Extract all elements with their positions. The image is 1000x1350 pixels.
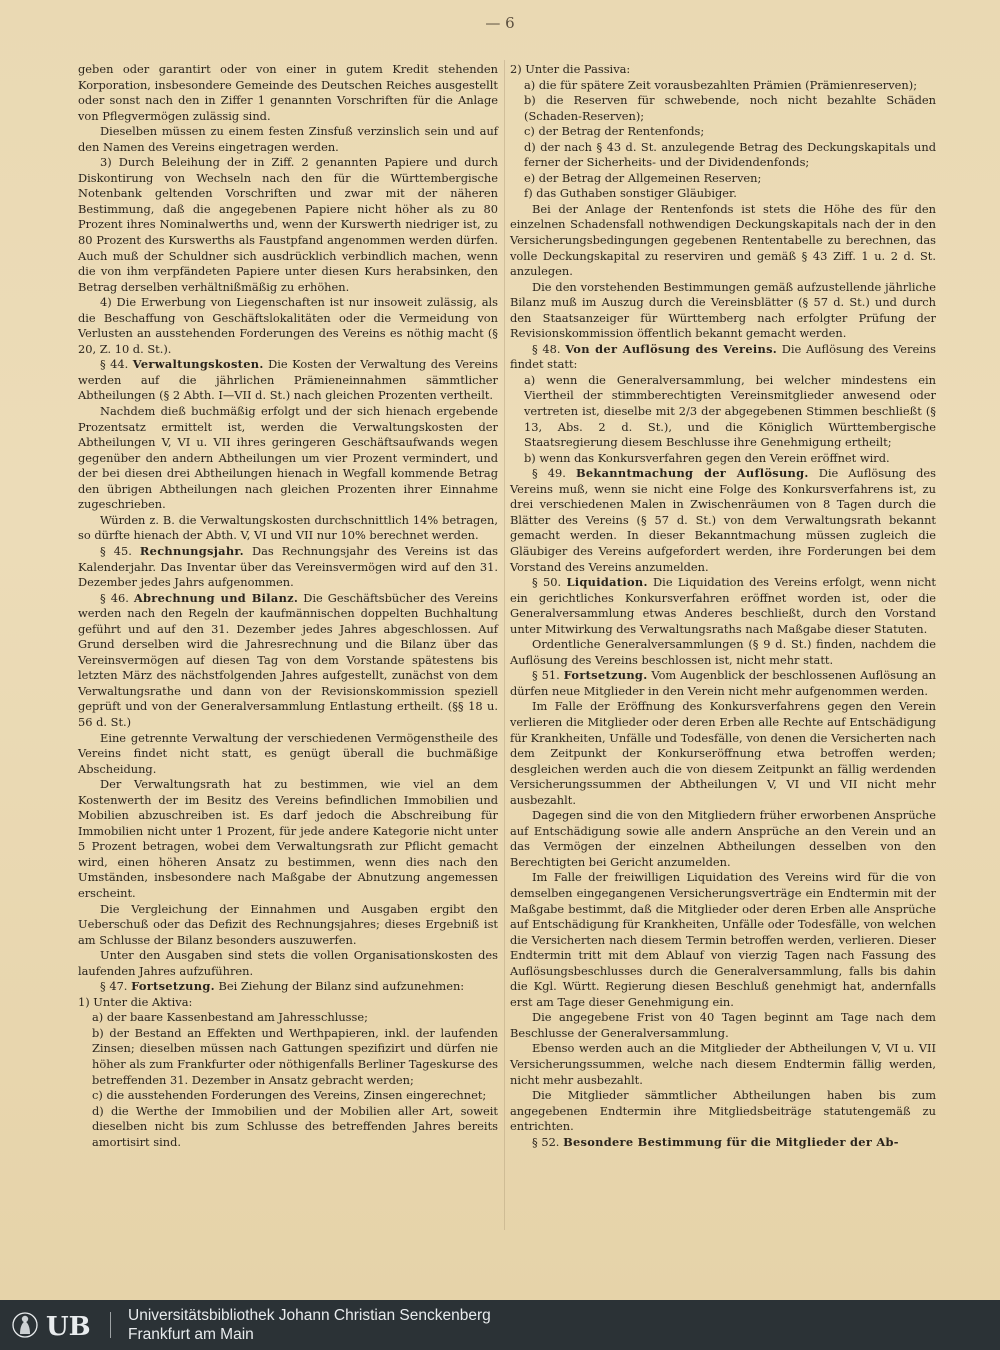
paragraph-text: Die Geschäftsbücher des Vereins werden nach den Regeln der kaufmännischen doppelten Buchhaltung geführt und auf den 31. Dezember jedes Jahres abgeschlossen. Auf Grund derselben wird die Jahresrechnung und die Bilanz über das Vereinsvermögen auf diesen Tag von dem Vorstande spätestens bis letzten März des nächstfolgenden Jahres aufgestellt, zunächst von dem Verwaltungsrathe und dann von der Revisionskommission speziell geprüft und von der Generalversammlung Entlastung ertheilt. (§§ 18 u. 56 d. St.) (78, 590, 498, 729)
section-number: § 46. (100, 590, 129, 605)
list-item: a) der baare Kassenbestand am Jahresschlusse; (92, 1010, 368, 1025)
list-item: f) das Guthaben sonstiger Gläubiger. (524, 186, 737, 201)
paragraph: 4) Die Erwerbung von Liegenschaften ist nur insoweit zulässig, als die Beschaffung von Geschäftslokalitäten oder die Vermeidung von Verlusten an ausstehenden Forderungen des Vereins es nöthig macht (§ 20, Z. 10 d. St.). (78, 295, 498, 356)
section-number: § 49. (532, 466, 566, 481)
paragraph: Der Verwaltungsrath hat zu bestimmen, wie viel an dem Kostenwerth der im Besitz des Vereins befindlichen Immobilien und Mobilien abzuschreiben ist. Es darf jedoch die Abschreibung für Immobilien nicht unter 1 Prozent, für jede andere Kategorie nicht unter 5 Prozent betragen, wobei dem Verwaltungsrath zur Pflicht gemacht wird, einen höheren Ansatz zu bestimmen, wenn dies nach den Umständen, insbesondere nach Maßgabe der Abnutzung angemessen erscheint. (78, 777, 498, 900)
section-number: § 51. (532, 668, 560, 683)
paragraph: Die angegebene Frist von 40 Tagen beginnt am Tage nach dem Beschlusse der Generalversammlung. (510, 1010, 936, 1040)
paragraph: Die den vorstehenden Bestimmungen gemäß aufzustellende jährliche Bilanz muß im Auszug durch die Vereinsblätter (§ 57 d. St.) und durch den Staatsanzeiger für Württemberg nach erfolgter Prüfung der Revisionskommission öffentlich bekannt gemacht werden. (510, 279, 936, 341)
list-heading: 1) Unter die Aktiva: (78, 994, 193, 1009)
list-item: c) der Betrag der Rentenfonds; (524, 124, 705, 139)
ub-logo (10, 1308, 120, 1342)
section-title: Fortsetzung. (131, 979, 215, 994)
paragraph: Dieselben müssen zu einem festen Zinsfuß verzinslich sein und auf den Namen des Vereins eingetragen werden. (78, 124, 498, 154)
section-49 (510, 466, 936, 575)
list-item: c) die ausstehenden Forderungen des Vereins, Zinsen eingerechnet; (92, 1088, 487, 1103)
paragraph-text: Vom Augenblick der beschlossenen Auflösung an dürfen neue Mitglieder in den Verein nicht mehr aufgenommen werden. (510, 668, 936, 698)
column-divider (504, 60, 505, 1230)
paragraph-text: Das Rechnungsjahr des Vereins ist das Kalenderjahr. Das Inventar über das Vereinsvermögen wird auf den 31. Dezember jedes Jahrs aufgenommen. (78, 543, 498, 590)
paragraph-text: Die Kosten der Verwaltung des Vereins werden auf die jährlichen Prämieneinnahmen sämmtlicher Abtheilungen (§ 2 Abth. I—VII d. St.) nach gleichen Prozenten vertheilt. (78, 357, 499, 403)
section-title: Abrechnung und Bilanz. (133, 590, 299, 605)
library-name-line1: Universitätsbibliothek Johann Christian Senckenberg (128, 1307, 491, 1324)
library-footer (0, 1300, 1000, 1350)
section-46 (78, 591, 498, 731)
list-item: a) wenn die Generalversammlung, bei welcher mindestens ein Viertheil der stimmberechtigten Vereinsmitglieder anwesend oder vertreten ist, dieselbe mit 2/3 der abgegebenen Stimmen beschließt (§ 13, Abs. 2 d. St.), und die Königlich Württembergische Staatsregierung diesem Beschlusse ihre Genehmigung ertheilt; (524, 372, 936, 450)
paragraph: Die Mitglieder sämmtlicher Abtheilungen haben bis zum angegebenen Endtermin ihre Mitgliedsbeiträge statutengemäß zu entrichten. (510, 1088, 936, 1134)
paragraph: Ebenso werden auch an die Mitglieder der Abtheilungen V, VI u. VII Versicherungssummen, welche nach diesem Endtermin fällig werden, nicht mehr ausbezahlt. (510, 1041, 936, 1087)
section-44 (78, 357, 498, 404)
section-number: § 52. (532, 1134, 560, 1149)
paragraph-text: Die Liquidation des Vereins erfolgt, wenn nicht ein gerichtliches Konkursverfahren eröffnet worden ist, oder die Generalversammlung etwas Anderes beschließt, durch den Vorstand unter Mitwirkung des Verwaltungsraths nach Maßgabe dieser Statuten. (510, 575, 937, 636)
section-title: Fortsetzung. (563, 668, 648, 683)
section-52 (510, 1135, 936, 1151)
paragraph: Eine getrennte Verwaltung der verschiedenen Vermögenstheile des Vereins findet nicht statt, es genügt überall die buchmäßige Abscheidung. (78, 730, 498, 776)
paragraph: Nachdem dieß buchmäßig erfolgt und der sich hienach ergebende Prozentsatz ermittelt ist, werden die Verwaltungskosten der Abtheilungen V, VI u. VII ihres geringeren Geschäftsaufwands wegen gegenüber den andern Abtheilungen um vier Prozent vermindert, und der bei diesen drei Abtheilungen hienach in Wegfall kommende Betrag den übrigen Abtheilungen nach gleichen Prozenten ihrer Einnahme zugeschrieben. (78, 404, 498, 512)
list-heading: 2) Unter die Passiva: (510, 62, 631, 76)
paragraph: Würden z. B. die Verwaltungskosten durchschnittlich 14% betragen, so dürfte hienach der Abth. V, VI und VII nur 10% berechnet werden. (78, 512, 498, 543)
section-number: § 50. (532, 575, 562, 590)
paragraph: Ordentliche Generalversammlungen (§ 9 d. St.) finden, nachdem die Auflösung des Vereins beschlossen ist, nicht mehr statt. (510, 637, 936, 667)
page-number: — 6 (485, 14, 515, 32)
section-title: Verwaltungskosten. (132, 357, 264, 372)
paragraph-text: Die Auflösung des Vereins findet statt: (510, 341, 937, 372)
section-number: § 44. (100, 357, 129, 372)
section-title: Besondere Bestimmung für die Mitglieder der Ab- (563, 1134, 899, 1149)
list-item: b) die Reserven für schwebende, noch nicht bezahlte Schäden (Schaden-Reserven); (524, 93, 936, 123)
list-item: a) die für spätere Zeit vorausbezahlten Prämien (Prämienreserven); (524, 77, 918, 92)
paragraph: Im Falle der freiwilligen Liquidation des Vereins wird für die von demselben eingegangenen Versicherungsverträge ein Endtermin mit der Maßgabe bestimmt, daß die Mitglieder oder deren Erben alle Ansprüche auf Entschädigung für Krankheiten, Unfälle oder Todesfälle, von welchen die Versicherten nach diesem Termin betroffen werden, verlieren. Dieser Endtermin tritt mit dem Ablauf von vierzig Tagen nach Fassung des Auflösungsbeschlusses durch die Generalversammlung, falls bis dahin die Kgl. Württ. Regierung diesen Beschluß genehmigt hat, andernfalls erst am Tage dieser Genehmigung ein. (510, 870, 936, 1009)
right-column (510, 62, 936, 1150)
section-title: Rechnungsjahr. (139, 543, 244, 558)
list-item: b) wenn das Konkursverfahren gegen den Verein eröffnet wird. (524, 450, 890, 465)
section-number: § 48. (532, 341, 561, 356)
paragraph: Im Falle der Eröffnung des Konkursverfahrens gegen den Verein verlieren die Mitglieder oder deren Erben alle Rechte auf Entschädigung für Krankheiten, Unfälle und Todesfälle, von denen die Versicherten nach dem Zeitpunkt der Konkurseröffnung etwa betroffen werden; desgleichen werden auch die von diesem Zeitpunkt an fällig werdenden Versicherungssummen der Abtheilungen V, VI und VII nicht mehr ausbezahlt. (510, 699, 936, 807)
paragraph: Unter den Ausgaben sind stets die vollen Organisationskosten des laufenden Jahres aufzuführen. (78, 948, 498, 978)
section-45 (78, 544, 498, 591)
paragraph-text: Die Auflösung des Vereins muß, wenn sie nicht eine Folge des Konkursverfahrens ist, zu drei verschiedenen Malen in Zwischenräumen von 8 Tagen durch die Blätter des Vereins (§ 57 d. St.) von dem Verwaltungsrath bekannt gemacht werden. In dieser Bekanntmachung müssen zugleich die Gläubiger des Vereins aufgefordert werden, ihre Forderungen bei dem Vorstand des Vereins anzumelden. (510, 466, 937, 574)
section-title: Bekanntmachung der Auflösung. (575, 466, 809, 481)
list-item: d) die Werthe der Immobilien und der Mobilien aller Art, soweit dieselben nicht bis zum Schlusse des betreffenden Jahres bereits amortisirt sind. (92, 1103, 498, 1149)
section-number: § 45. (100, 543, 132, 558)
library-name (128, 1307, 491, 1344)
ub-logo-text: UB (46, 1312, 91, 1342)
list-item: e) der Betrag der Allgemeinen Reserven; (524, 170, 762, 185)
paragraph: Dagegen sind die von den Mitgliedern früher erworbenen Ansprüche auf Entschädigung sowie alle andern Ansprüche an den Verein und an das Vermögen der einzelnen Abtheilungen desselben von den Berechtigten bei Gericht anzumelden. (510, 808, 936, 869)
paragraph: Bei der Anlage der Rentenfonds ist stets die Höhe des für den einzelnen Schadensfall nothwendigen Deckungskapitals nach der in den Versicherungsbedingungen gegebenen Rententabelle zu berechnen, das volle Deckungskapital zu reserviren und gemäß § 43 Ziff. 1 u. 2 d. St. anzulegen. (510, 201, 936, 279)
left-column (78, 62, 498, 1150)
section-50 (510, 575, 936, 637)
section-48 (510, 342, 936, 373)
paragraph: geben oder garantirt oder von einer in gutem Kredit stehenden Korporation, insbesondere Gemeinde des Deutschen Reiches ausgestellt oder sonst nach den in Ziffer 1 genannten Vorschriften für die Anlage von Pflegvermögen zulässig sind. (78, 62, 498, 123)
section-51 (510, 668, 936, 699)
paragraph: 3) Durch Beleihung der in Ziff. 2 genannten Papiere und durch Diskontirung von Wechseln nach den für die Württembergische Notenbank geltenden Vorschriften und zwar mit der näheren Bestimmung, daß die angegebenen Papiere nicht höher als zu 80 Prozent ihres Nominalwerths und, wenn der Kurswerth niedriger ist, zu 80 Prozent des Kurswerths als Faustpfand angenommen werden dürfen. Auch muß der Schuldner sich ausdrücklich verbindlich machen, wenn die von ihm verpfändeten Papiere unter diesen Kurs herabsinken, den Betrag derselben verhältnißmäßig zu erhöhen. (78, 155, 498, 294)
list-item: b) der Bestand an Effekten und Werthpapieren, inkl. der laufenden Zinsen; dieselben müssen nach Gattungen spezifizirt und dürfen nie höher als zum Frankfurter oder nöthigenfalls Berliner Tageskurse des betreffenden 31. Dezember in Ansatz gebracht werden; (92, 1025, 498, 1087)
section-title: Von der Auflösung des Vereins. (565, 341, 778, 356)
paragraph: Die Vergleichung der Einnahmen und Ausgaben ergibt den Ueberschuß oder das Defizit des Rechnungsjahres; dieses Ergebniß ist am Schlusse der Bilanz besonders auszuwerfen. (78, 901, 498, 947)
paragraph-text: Bei Ziehung der Bilanz sind aufzunehmen: (218, 979, 465, 994)
library-name-line2: Frankfurt am Main (128, 1325, 254, 1343)
section-title: Liquidation. (566, 575, 648, 590)
section-number: § 47. (100, 979, 128, 994)
section-47 (78, 979, 498, 995)
list-item: d) der nach § 43 d. St. anzulegende Betrag des Deckungskapitals und ferner der Sicherheits- und der Dividendenfonds; (524, 139, 936, 170)
